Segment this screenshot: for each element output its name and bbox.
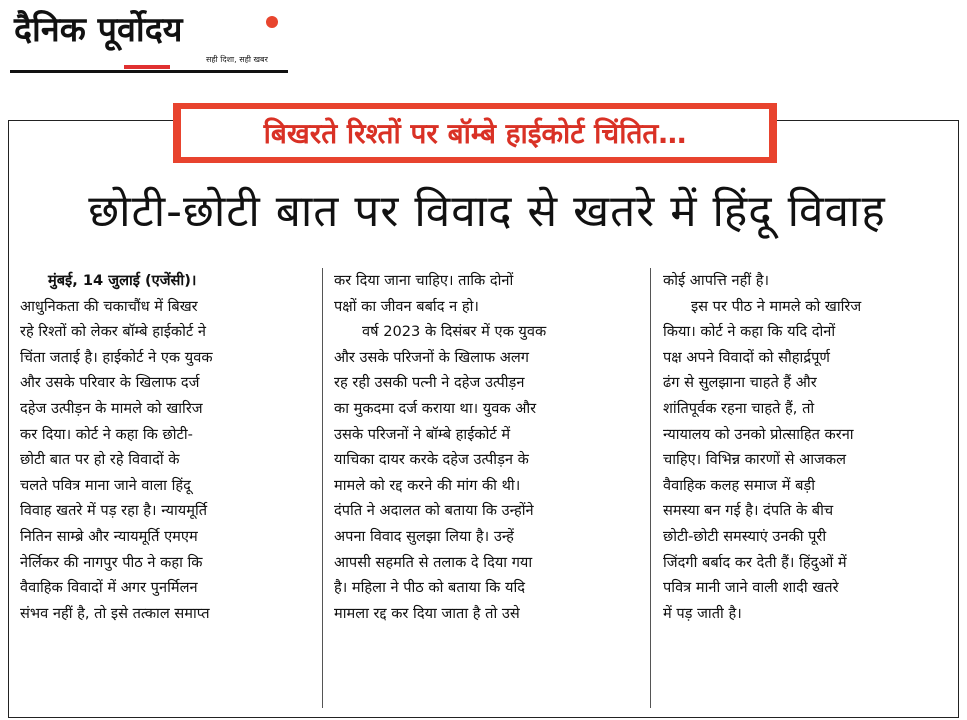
text-line: कर दिया जाना चाहिए। ताकि दोनों xyxy=(334,272,514,289)
text-line: वैवाहिक कलह समाज में बड़ी xyxy=(663,476,816,494)
kicker-text: बिखरते रिश्तों पर बॉम्बे हाईकोर्ट चिंतित… xyxy=(181,109,769,157)
text-line: और उसके परिजनों के खिलाफ अलग xyxy=(334,348,530,366)
article-column-1 xyxy=(20,268,310,626)
text-line: चलते पवित्र माना जाने वाला हिंदू xyxy=(20,476,191,494)
text-line: शांतिपूर्वक रहना चाहते हैं, तो xyxy=(663,399,815,417)
newspaper-logo: दैनिक पूर्वोदय xyxy=(14,10,183,50)
text-line: पक्षों का जीवन बर्बाद न हो। xyxy=(334,297,479,315)
masthead-rule xyxy=(10,70,288,73)
text-line: पवित्र मानी जाने वाली शादी खतरे xyxy=(663,579,839,597)
text-line: समस्या बन गई है। दंपति के बीच xyxy=(663,502,834,520)
text-line: मामले को रद्द करने की मांग की थी। xyxy=(334,476,521,494)
text-line: का मुकदमा दर्ज कराया था। युवक और xyxy=(334,399,537,417)
text-line: है। महिला ने पीठ को बताया कि यदि xyxy=(334,579,525,597)
text-line: संभव नहीं है, तो इसे तत्काल समाप्त xyxy=(20,604,210,622)
tagline: सही दिशा, सही खबर xyxy=(206,55,268,64)
text-line: आधुनिकता की चकाचौंध में बिखर xyxy=(20,297,198,315)
text-line: वर्ष 2023 के दिसंबर में एक युवक xyxy=(362,323,547,341)
dateline: मुंबई, 14 जुलाई (एजेंसी)। xyxy=(48,272,197,289)
text-line: छोटी बात पर हो रहे विवादों के xyxy=(20,451,180,469)
text-line: रहे रिश्तों को लेकर बॉम्बे हाईकोर्ट ने xyxy=(20,323,206,341)
text-line: वैवाहिक विवादों में अगर पुनर्मिलन xyxy=(20,579,198,597)
masthead xyxy=(8,6,290,72)
text-line: चाहिए। विभिन्न कारणों से आजकल xyxy=(663,451,846,469)
article-column-2 xyxy=(334,268,638,626)
headline: छोटी-छोटी बात पर विवाद से खतरे में हिंदू विवाह xyxy=(88,186,886,237)
text-line: दंपति ने अदालत को बताया कि उन्होंने xyxy=(334,502,534,520)
article-column-3 xyxy=(663,268,953,626)
text-line: रह रही उसकी पत्नी ने दहेज उत्पीड़न xyxy=(334,374,525,392)
text-line: किया। कोर्ट ने कहा कि यदि दोनों xyxy=(663,323,836,341)
text-line: कर दिया। कोर्ट ने कहा कि छोटी- xyxy=(20,425,193,443)
text-line: उसके परिजनों ने बॉम्बे हाईकोर्ट में xyxy=(334,425,511,443)
text-line: आपसी सहमति से तलाक दे दिया गया xyxy=(334,553,533,571)
text-line: अपना विवाद सुलझा लिया है। उन्हें xyxy=(334,527,514,545)
masthead-red-strip xyxy=(124,65,170,69)
text-line: इस पर पीठ ने मामले को खारिज xyxy=(691,297,862,315)
kicker-box xyxy=(173,103,777,163)
text-line: पक्ष अपने विवादों को सौहार्द्रपूर्ण xyxy=(663,348,830,366)
column-divider xyxy=(650,268,651,708)
text-line: नितिन साम्ब्रे और न्यायमूर्ति एमएम xyxy=(20,527,198,545)
text-line: ढंग से सुलझाना चाहते हैं और xyxy=(663,374,817,392)
text-line: कोई आपत्ति नहीं है। xyxy=(663,272,770,289)
text-line: याचिका दायर करके दहेज उत्पीड़न के xyxy=(334,451,529,469)
text-line: मामला रद्द कर दिया जाता है तो उसे xyxy=(334,604,520,622)
text-line: जिंदगी बर्बाद कर देती हैं। हिंदुओं में xyxy=(663,553,847,571)
text-line: और उसके परिवार के खिलाफ दर्ज xyxy=(20,374,200,392)
logo-red-dot-icon xyxy=(266,16,278,28)
text-line: नेर्लिकर की नागपुर पीठ ने कहा कि xyxy=(20,553,203,571)
text-line: छोटी-छोटी समस्याएं उनकी पूरी xyxy=(663,527,827,545)
text-line: विवाह खतरे में पड़ रहा है। न्यायमूर्ति xyxy=(20,502,208,520)
text-line: दहेज उत्पीड़न के मामले को खारिज xyxy=(20,399,203,417)
text-line: में पड़ जाती है। xyxy=(663,604,742,622)
column-divider xyxy=(322,268,323,708)
text-line: न्यायालय को उनको प्रोत्साहित करना xyxy=(663,425,854,443)
text-line: चिंता जताई है। हाईकोर्ट ने एक युवक xyxy=(20,348,213,366)
